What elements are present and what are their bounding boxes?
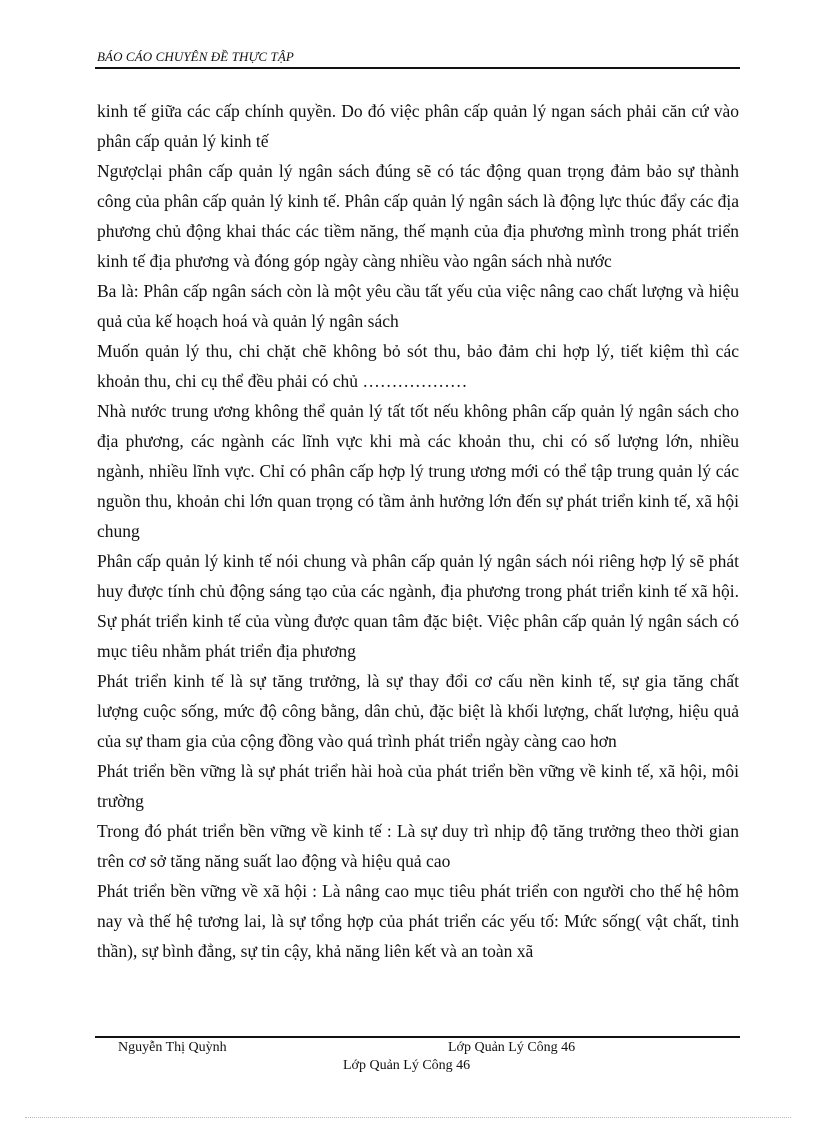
footer-author: Nguyễn Thị Quỳnh <box>118 1040 227 1055</box>
footer-class-right: Lớp Quản Lý Công 46 <box>448 1040 576 1055</box>
paragraph: Phát triển bền vững về xã hội : Là nâng cao mục tiêu phát triển con người cho thế hệ hôm nay và thế hệ tương lai, là sự tổng hợp của phát triển các yếu tố: Mức sống( vật chất, tinh thần), sự bình đẳng, sự tin cậy, khả năng liên kết và an toàn xã <box>97 881 739 961</box>
paragraph: Nhà nước trung ương không thể quản lý tất tốt nếu không phân cấp quản lý ngân sách cho địa phương, các ngành các lĩnh vực khi mà các khoản thu, chi có số lượng lớn, nhiều ngành, nhiều lĩnh vực. Chỉ có phân cấp hợp lý trung ương mới có thể tập trung quản lý các nguồn thu, khoản chi lớn quan trọng có tầm ảnh hưởng lớn đến sự phát triển kinh tế, xã hội chung <box>97 401 739 541</box>
paragraph: Ngượclại phân cấp quản lý ngân sách đúng sẽ có tác động quan trọng đảm bảo sự thành công của phân cấp quản lý kinh tế. Phân cấp quản lý ngân sách là động lực thúc đẩy các địa phương chủ động khai thác các tiềm năng, thế mạnh của địa phương mình trong phát triển kinh tế địa phương và đóng góp ngày càng nhiều vào ngân sách nhà nước <box>97 161 739 271</box>
header-divider <box>95 67 740 69</box>
paragraph: Ba là: Phân cấp ngân sách còn là một yêu cầu tất yếu của việc nâng cao chất lượng và hiệu quả của kế hoạch hoá và quản lý ngân sách <box>97 281 739 331</box>
footer-class-center: Lớp Quản Lý Công 46 <box>343 1058 471 1073</box>
footer-divider <box>95 1036 740 1038</box>
paragraph: Trong đó phát triển bền vững về kinh tế : Là sự duy trì nhịp độ tăng trưởng theo thời gian trên cơ sở tăng năng suất lao động và hiệu quả cao <box>97 821 739 871</box>
body-text <box>97 96 739 966</box>
page-edge-divider <box>25 1117 791 1118</box>
header-title: BÁO CÁO CHUYÊN ĐỀ THỰC TẬP <box>97 49 294 64</box>
paragraph: Muốn quản lý thu, chi chặt chẽ không bỏ sót thu, bảo đảm chi hợp lý, tiết kiệm thì các khoản thu, chi cụ thể đều phải có chủ ……………… <box>97 341 739 391</box>
paragraph: Phát triển bền vững là sự phát triển hài hoà của phát triển bền vững về kinh tế, xã hội, môi trường <box>97 761 739 811</box>
paragraph: Phân cấp quản lý kinh tế nói chung và phân cấp quản lý ngân sách nói riêng hợp lý sẽ phát huy được tính chủ động sáng tạo của các ngành, địa phương trong phát triển kinh tế xã hội. Sự phát triển kinh tế của vùng được quan tâm đặc biệt. Việc phân cấp quản lý ngân sách có mục tiêu nhằm phát triển địa phương <box>97 551 739 661</box>
paragraph: Phát triển kinh tế là sự tăng trưởng, là sự thay đổi cơ cấu nền kinh tế, sự gia tăng chất lượng cuộc sống, mức độ công bằng, dân chủ, đặc biệt là khối lượng, chất lượng, hiệu quả của sự tham gia của cộng đồng vào quá trình phát triển ngày càng cao hơn <box>97 671 739 751</box>
paragraph: kinh tế giữa các cấp chính quyền. Do đó việc phân cấp quản lý ngan sách phải căn cứ vào phân cấp quản lý kinh tế <box>97 101 739 151</box>
